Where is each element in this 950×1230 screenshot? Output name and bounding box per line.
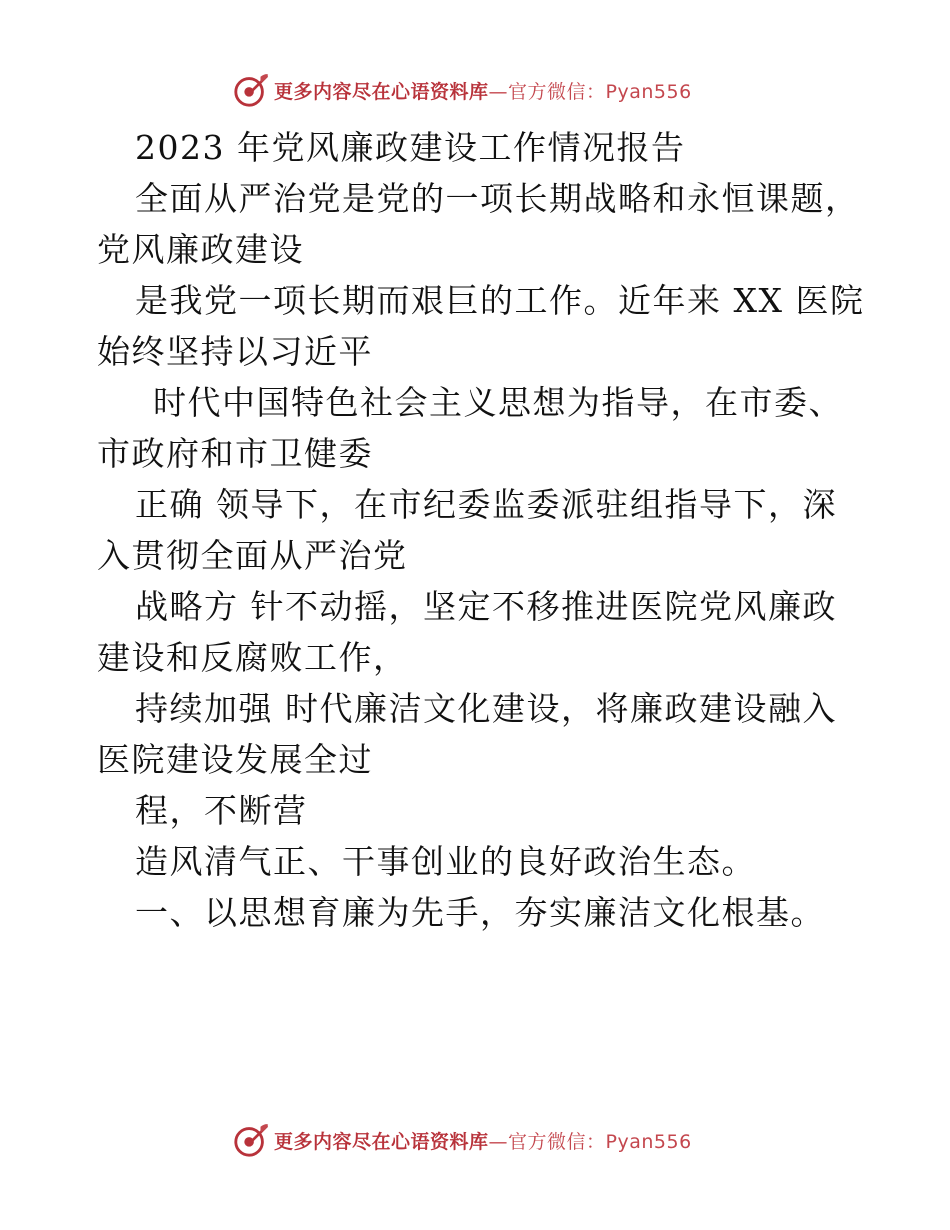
paragraph-line: 建设和反腐败工作， bbox=[97, 638, 408, 677]
document-title: 2023 年党风廉政建设工作情况报告 bbox=[135, 128, 686, 167]
paragraph-line: 入贯彻全面从严治党 bbox=[97, 536, 408, 575]
paragraph-line: 党风廉政建设 bbox=[97, 230, 304, 269]
watermark-contact: 官方微信：Pyan556 bbox=[508, 80, 692, 103]
quill-logo-icon bbox=[232, 1121, 270, 1159]
paragraph-line: 是我党一项长期而艰巨的工作。近年来 XX 医院 bbox=[135, 281, 865, 320]
paragraph-line: 市政府和市卫健委 bbox=[97, 434, 373, 473]
header-watermark bbox=[232, 70, 692, 110]
section-heading: 一、以思想育廉为先手，夯实廉洁文化根基。 bbox=[135, 893, 825, 932]
watermark-brand: 更多内容尽在心语资料库 bbox=[274, 80, 489, 103]
paragraph-line: 全面从严治党是党的一项长期战略和永恒课题， bbox=[135, 179, 860, 218]
quill-logo-icon bbox=[232, 71, 270, 109]
watermark-separator: — bbox=[488, 1130, 509, 1153]
watermark-contact: 官方微信：Pyan556 bbox=[508, 1130, 692, 1153]
paragraph-line: 始终坚持以习近平 bbox=[97, 332, 373, 371]
paragraph-line: 医院建设发展全过 bbox=[97, 740, 373, 779]
paragraph-line: 持续加强 时代廉洁文化建设，将廉政建设融入 bbox=[135, 689, 837, 728]
paragraph-line: 正确 领导下，在市纪委监委派驻组指导下，深 bbox=[135, 485, 837, 524]
document-body bbox=[97, 122, 865, 938]
watermark-text bbox=[274, 77, 692, 104]
paragraph-line: 战略方 针不动摇，坚定不移推进医院党风廉政 bbox=[135, 587, 837, 626]
paragraph-line: 程，不断营 bbox=[135, 791, 308, 830]
watermark-brand: 更多内容尽在心语资料库 bbox=[274, 1130, 489, 1153]
paragraph-line: 时代中国特色社会主义思想为指导，在市委、 bbox=[153, 383, 843, 422]
watermark-text bbox=[274, 1127, 692, 1154]
paragraph-line: 造风清气正、干事创业的良好政治生态。 bbox=[135, 842, 756, 881]
footer-watermark bbox=[232, 1120, 692, 1160]
watermark-separator: — bbox=[488, 80, 509, 103]
